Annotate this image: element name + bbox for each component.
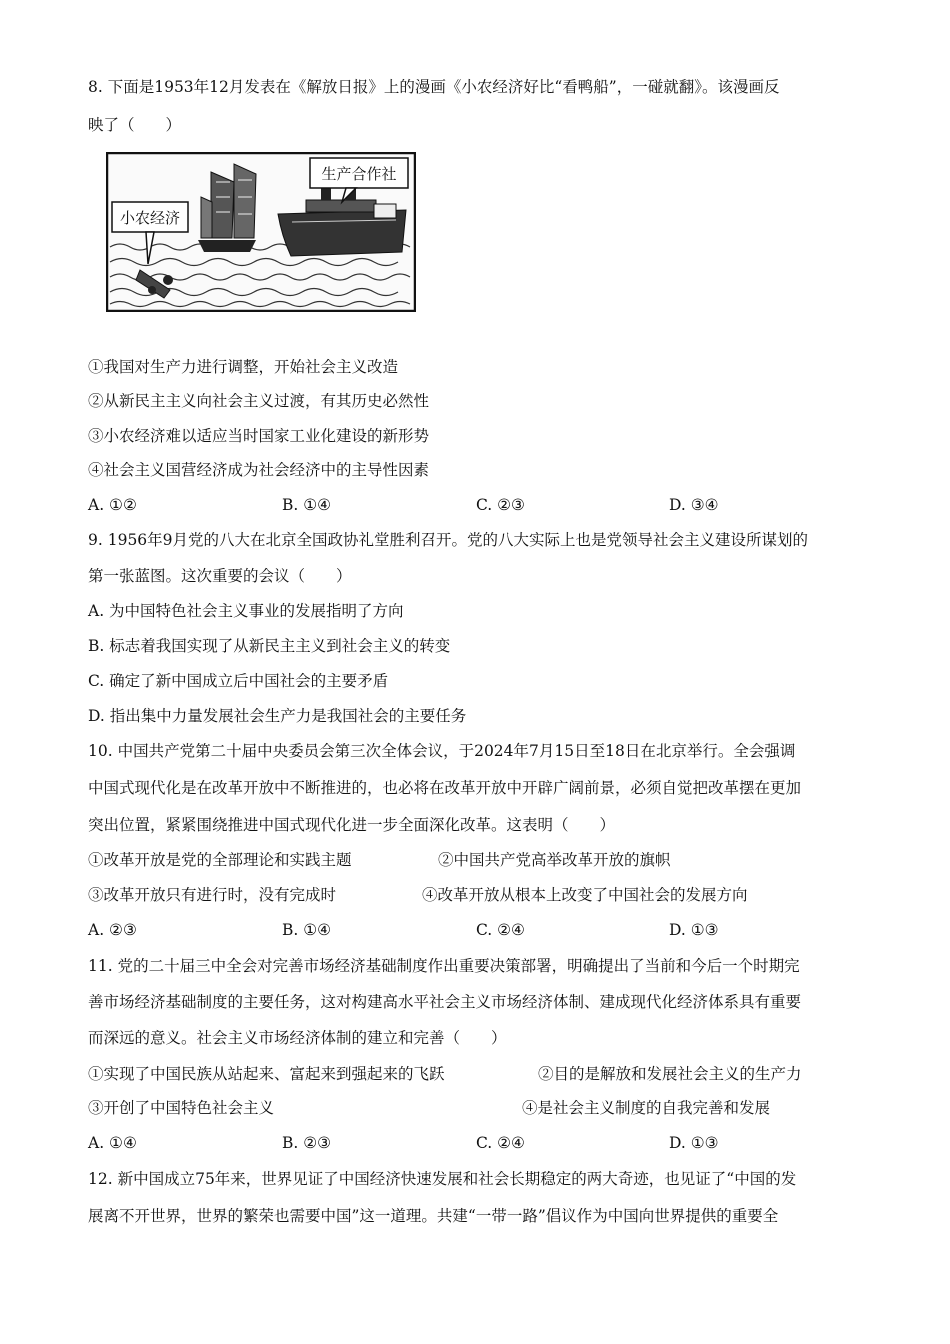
q10-item-2: ②中国共产党高举改革开放的旗帜 (438, 851, 671, 869)
q11-stem-line1: 11. 党的二十届三中全会对完善市场经济基础制度作出重要决策部署，明确提出了当前和今后一个时期完 (88, 957, 800, 975)
q8-option-a[interactable]: A. ①② (88, 496, 137, 514)
q9-option-b[interactable]: B. 标志着我国实现了从新民主主义到社会主义的转变 (88, 637, 451, 655)
q9-stem-line1: 9. 1956年9月党的八大在北京全国政协礼堂胜利召开。党的八大实际上也是党领导社会主义建设所谋划的 (88, 531, 809, 549)
q8-item-3: ③小农经济难以适应当时国家工业化建设的新形势 (88, 427, 430, 445)
q11-option-a[interactable]: A. ①④ (88, 1134, 137, 1152)
q8-option-b[interactable]: B. ①④ (282, 496, 332, 514)
q10-stem-line2: 中国式现代化是在改革开放中不断推进的，也必将在改革开放中开辟广阔前景，必须自觉把改革摆在更加 (88, 779, 802, 797)
q10-option-d[interactable]: D. ①③ (669, 921, 719, 939)
q8-option-d[interactable]: D. ③④ (669, 496, 719, 514)
q11-item-4: ④是社会主义制度的自我完善和发展 (522, 1099, 771, 1117)
q12-stem-line1: 12. 新中国成立75年来，世界见证了中国经济快速发展和社会长期稳定的两大奇迹，也见证了“中国的发 (88, 1170, 797, 1188)
q8-stem-line2: 映了（ ） (88, 116, 182, 134)
q12-stem-line2: 展离不开世界，世界的繁荣也需要中国”这一道理。共建“一带一路”倡议作为中国向世界提供的重要全 (88, 1207, 779, 1225)
q11-item-1: ①实现了中国民族从站起来、富起来到强起来的飞跃 (88, 1065, 445, 1083)
q9-option-c[interactable]: C. 确定了新中国成立后中国社会的主要矛盾 (88, 672, 389, 690)
q10-option-a[interactable]: A. ②③ (88, 921, 137, 939)
q8-item-2: ②从新民主主义向社会主义过渡，有其历史必然性 (88, 392, 430, 410)
q8-item-4: ④社会主义国营经济成为社会经济中的主导性因素 (88, 461, 430, 479)
q10-item-3: ③改革开放只有进行时，没有完成时 (88, 886, 337, 904)
q11-stem-line3: 而深远的意义。社会主义市场经济体制的建立和完善（ ） (88, 1029, 507, 1047)
q10-stem-line1: 10. 中国共产党第二十届中央委员会第三次全体会议，于2024年7月15日至18日在北京举行。全会强调 (88, 742, 796, 760)
q11-item-3: ③开创了中国特色社会主义 (88, 1099, 275, 1117)
q10-stem-line3: 突出位置，紧紧围绕推进中国式现代化进一步全面深化改革。这表明（ ） (88, 816, 616, 834)
q9-stem-line2: 第一张蓝图。这次重要的会议（ ） (88, 567, 352, 585)
q11-option-d[interactable]: D. ①③ (669, 1134, 719, 1152)
label-small-peasant-economy: 小农经济 (119, 209, 181, 227)
q10-item-4: ④改革开放从根本上改变了中国社会的发展方向 (422, 886, 748, 904)
q10-option-c[interactable]: C. ②④ (476, 921, 525, 939)
q11-stem-line2: 善市场经济基础制度的主要任务，这对构建高水平社会主义市场经济体制、建成现代化经济体系具有重要 (88, 993, 802, 1011)
cartoon-small-peasant-economy (106, 152, 416, 312)
q11-item-2: ②目的是解放和发展社会主义的生产力 (538, 1065, 802, 1083)
label-production-cooperative: 生产合作社 (321, 165, 397, 183)
q9-option-a[interactable]: A. 为中国特色社会主义事业的发展指明了方向 (88, 602, 404, 620)
q10-option-b[interactable]: B. ①④ (282, 921, 332, 939)
q8-item-1: ①我国对生产力进行调整，开始社会主义改造 (88, 358, 399, 376)
q10-item-1: ①改革开放是党的全部理论和实践主题 (88, 851, 352, 869)
q8-option-c[interactable]: C. ②③ (476, 496, 525, 514)
q8-stem-line1: 8. 下面是1953年12月发表在《解放日报》上的漫画《小农经济好比“看鸭船”，一碰就翻》。该漫画反 (88, 78, 780, 96)
q11-option-c[interactable]: C. ②④ (476, 1134, 525, 1152)
q11-option-b[interactable]: B. ②③ (282, 1134, 332, 1152)
q9-option-d[interactable]: D. 指出集中力量发展社会生产力是我国社会的主要任务 (88, 707, 467, 725)
